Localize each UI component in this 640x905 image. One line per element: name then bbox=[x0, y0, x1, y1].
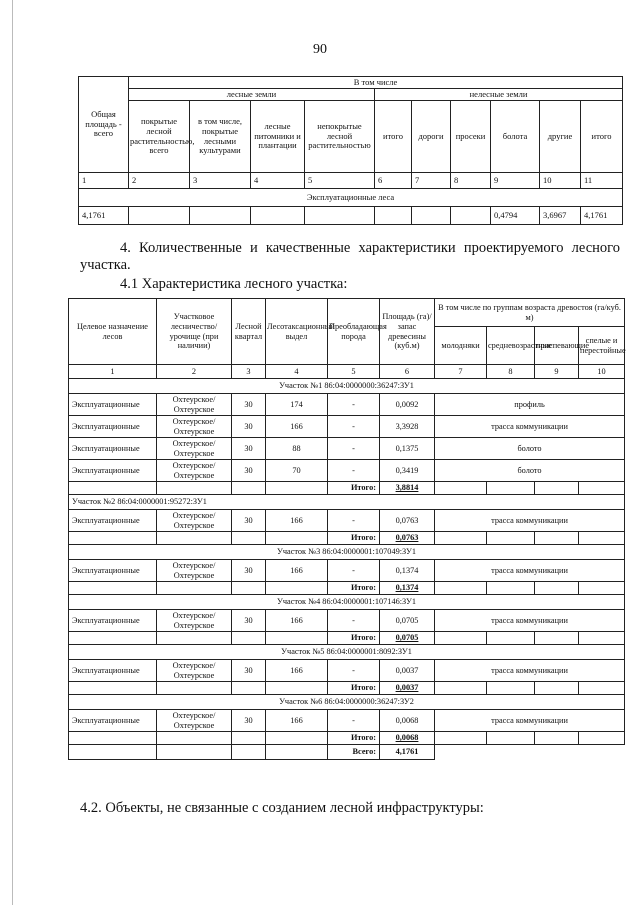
empty-cell bbox=[579, 632, 625, 645]
scan-edge bbox=[12, 0, 13, 905]
col-num: 11 bbox=[581, 173, 623, 189]
dominant-cell: - bbox=[328, 660, 380, 682]
hdr-ripening: приспевающие bbox=[535, 327, 579, 365]
plot-title-row bbox=[69, 379, 625, 394]
col-num: 3 bbox=[190, 173, 251, 189]
purpose-cell: Эксплуатационные bbox=[69, 610, 157, 632]
quarter-cell: 30 bbox=[232, 710, 266, 732]
district-cell: Охтеурское/ Охтеурское bbox=[157, 710, 232, 732]
empty-cell bbox=[487, 732, 535, 745]
col-num: 1 bbox=[79, 173, 129, 189]
purpose-cell: Эксплуатационные bbox=[69, 510, 157, 532]
note-cell: трасса коммуникации bbox=[435, 660, 625, 682]
empty-cell bbox=[435, 732, 487, 745]
total-label: Итого: bbox=[328, 482, 380, 495]
grand-total-row bbox=[69, 745, 625, 760]
plot-characteristics-table bbox=[68, 298, 625, 760]
hdr-nonforest-lands: нелесные земли bbox=[375, 89, 623, 101]
total-label: Итого: bbox=[328, 682, 380, 695]
plot-title-row bbox=[69, 495, 625, 510]
district-cell: Охтеурское/ Охтеурское bbox=[157, 660, 232, 682]
district-cell: Охтеурское/ Охтеурское bbox=[157, 610, 232, 632]
data-cell bbox=[129, 207, 190, 225]
empty-cell bbox=[69, 682, 157, 695]
hdr-col: лесные питомники и плантации bbox=[251, 101, 305, 173]
empty-cell bbox=[157, 745, 232, 760]
hdr-district: Участковое лесничество/ урочище (при наличии) bbox=[157, 299, 232, 365]
empty-cell bbox=[266, 532, 328, 545]
dominant-cell: - bbox=[328, 416, 380, 438]
area-cell: 0,0705 bbox=[380, 610, 435, 632]
empty-cell bbox=[535, 682, 579, 695]
hdr-young: молодняки bbox=[435, 327, 487, 365]
hdr-col: покрытые лесной растительностью, всего bbox=[129, 101, 190, 173]
empty-cell bbox=[487, 682, 535, 695]
dominant-cell: - bbox=[328, 560, 380, 582]
total-row bbox=[69, 732, 625, 745]
area-cell: 0,3419 bbox=[380, 460, 435, 482]
empty-cell bbox=[435, 632, 487, 645]
data-cell bbox=[375, 207, 412, 225]
section-heading-4-2: 4.2. Объекты, не связанные с созданием лесной инфраструктуры: bbox=[80, 800, 484, 816]
grand-total-label: Всего: bbox=[328, 745, 380, 760]
table-row bbox=[69, 394, 625, 416]
empty-cell bbox=[266, 682, 328, 695]
total-value: 0,0763 bbox=[380, 532, 435, 545]
purpose-cell: Эксплуатационные bbox=[69, 560, 157, 582]
quarter-cell: 30 bbox=[232, 560, 266, 582]
section-title: Эксплуатационные леса bbox=[79, 189, 623, 207]
hdr-col: итого bbox=[375, 101, 412, 173]
data-cell bbox=[305, 207, 375, 225]
district-cell: Охтеурское/ Охтеурское bbox=[157, 560, 232, 582]
table-row bbox=[69, 660, 625, 682]
hdr-age-groups: В том числе по группам возраста древостоя (га/куб. м) bbox=[435, 299, 625, 327]
quarter-cell: 30 bbox=[232, 416, 266, 438]
area-cell: 0,0068 bbox=[380, 710, 435, 732]
empty-cell bbox=[579, 732, 625, 745]
hdr-col: дороги bbox=[412, 101, 451, 173]
purpose-cell: Эксплуатационные bbox=[69, 394, 157, 416]
allotment-cell: 166 bbox=[266, 416, 328, 438]
empty-cell bbox=[232, 532, 266, 545]
empty-cell bbox=[69, 582, 157, 595]
empty-cell bbox=[266, 745, 328, 760]
empty-cell bbox=[435, 582, 487, 595]
table-row bbox=[69, 438, 625, 460]
total-value: 3,8814 bbox=[380, 482, 435, 495]
empty-cell bbox=[69, 532, 157, 545]
col-num: 5 bbox=[305, 173, 375, 189]
data-cell: 4,1761 bbox=[79, 207, 129, 225]
table-row bbox=[69, 510, 625, 532]
hdr-total-area: Общая площадь - всего bbox=[79, 77, 129, 173]
empty-cell bbox=[157, 482, 232, 495]
hdr-col: болота bbox=[491, 101, 540, 173]
empty-cell bbox=[535, 532, 579, 545]
area-cell: 0,0092 bbox=[380, 394, 435, 416]
empty-cell bbox=[535, 732, 579, 745]
col-num: 5 bbox=[328, 365, 380, 379]
empty-cell bbox=[579, 482, 625, 495]
dominant-cell: - bbox=[328, 460, 380, 482]
empty-cell bbox=[535, 632, 579, 645]
empty-cell bbox=[535, 482, 579, 495]
hdr-col: просеки bbox=[451, 101, 491, 173]
hdr-middle: средневозрастные bbox=[487, 327, 535, 365]
total-row bbox=[69, 482, 625, 495]
note-cell: трасса коммуникации bbox=[435, 416, 625, 438]
empty-cell bbox=[487, 632, 535, 645]
quarter-cell: 30 bbox=[232, 510, 266, 532]
plot-title-row bbox=[69, 595, 625, 610]
empty-cell bbox=[435, 532, 487, 545]
plot-title: Участок №5 86:04:0000001:8092:ЗУ1 bbox=[69, 645, 625, 660]
purpose-cell: Эксплуатационные bbox=[69, 416, 157, 438]
data-cell: 4,1761 bbox=[581, 207, 623, 225]
area-cell: 0,0763 bbox=[380, 510, 435, 532]
total-label: Итого: bbox=[328, 582, 380, 595]
page-number: 90 bbox=[313, 42, 327, 57]
col-num: 10 bbox=[540, 173, 581, 189]
section-heading-4: 4. Количественные и качественные характеристики проектируемого лесного участка. bbox=[80, 240, 620, 273]
empty-cell bbox=[579, 532, 625, 545]
purpose-cell: Эксплуатационные bbox=[69, 438, 157, 460]
empty-cell bbox=[232, 732, 266, 745]
total-value: 0,0705 bbox=[380, 632, 435, 645]
area-cell: 0,0037 bbox=[380, 660, 435, 682]
plot-title: Участок №3 86:04:0000001:107049:ЗУ1 bbox=[69, 545, 625, 560]
data-cell bbox=[412, 207, 451, 225]
col-num: 6 bbox=[375, 173, 412, 189]
empty-cell bbox=[266, 482, 328, 495]
allotment-cell: 70 bbox=[266, 460, 328, 482]
purpose-cell: Эксплуатационные bbox=[69, 660, 157, 682]
district-cell: Охтеурское/ Охтеурское bbox=[157, 416, 232, 438]
col-num: 1 bbox=[69, 365, 157, 379]
hdr-col: в том числе, покрытые лесными культурами bbox=[190, 101, 251, 173]
dominant-cell: - bbox=[328, 610, 380, 632]
note-cell: профиль bbox=[435, 394, 625, 416]
empty-cell bbox=[157, 532, 232, 545]
col-num: 2 bbox=[129, 173, 190, 189]
empty-cell bbox=[487, 582, 535, 595]
col-num: 3 bbox=[232, 365, 266, 379]
empty-cell bbox=[266, 732, 328, 745]
hdr-area: Площадь (га)/ запас древесины (куб.м) bbox=[380, 299, 435, 365]
hdr-quarter: Лесной квартал bbox=[232, 299, 266, 365]
district-cell: Охтеурское/ Охтеурское bbox=[157, 438, 232, 460]
col-num: 8 bbox=[451, 173, 491, 189]
table-row bbox=[69, 460, 625, 482]
allotment-cell: 166 bbox=[266, 510, 328, 532]
section-heading-4-1: 4.1 Характеристика лесного участка: bbox=[120, 276, 348, 292]
empty-cell bbox=[487, 532, 535, 545]
purpose-cell: Эксплуатационные bbox=[69, 710, 157, 732]
hdr-mature: спелые и перестойные bbox=[579, 327, 625, 365]
col-num: 4 bbox=[251, 173, 305, 189]
hdr-col: непокрытые лесной растительностью bbox=[305, 101, 375, 173]
note-cell: трасса коммуникации bbox=[435, 610, 625, 632]
district-cell: Охтеурское/ Охтеурское bbox=[157, 394, 232, 416]
total-label: Итого: bbox=[328, 532, 380, 545]
dominant-cell: - bbox=[328, 438, 380, 460]
hdr-col: другие bbox=[540, 101, 581, 173]
total-value: 0,0068 bbox=[380, 732, 435, 745]
col-num: 2 bbox=[157, 365, 232, 379]
col-num: 8 bbox=[487, 365, 535, 379]
empty-cell bbox=[157, 682, 232, 695]
plot-title: Участок №4 86:04:0000001:107146:ЗУ1 bbox=[69, 595, 625, 610]
empty-cell bbox=[435, 682, 487, 695]
col-num: 7 bbox=[435, 365, 487, 379]
empty-cell bbox=[232, 632, 266, 645]
area-cell: 0,1375 bbox=[380, 438, 435, 460]
total-row bbox=[69, 532, 625, 545]
empty-cell bbox=[69, 482, 157, 495]
table-row bbox=[69, 710, 625, 732]
empty-cell bbox=[157, 732, 232, 745]
dominant-cell: - bbox=[328, 510, 380, 532]
allotment-cell: 166 bbox=[266, 610, 328, 632]
data-cell bbox=[251, 207, 305, 225]
col-num: 10 bbox=[579, 365, 625, 379]
quarter-cell: 30 bbox=[232, 660, 266, 682]
plot-title-row bbox=[69, 645, 625, 660]
dominant-cell: - bbox=[328, 710, 380, 732]
total-value: 0,0037 bbox=[380, 682, 435, 695]
table-row bbox=[69, 416, 625, 438]
col-num: 7 bbox=[412, 173, 451, 189]
plot-title: Участок №1 86:04:0000000:36247:ЗУ1 bbox=[69, 379, 625, 394]
allotment-cell: 174 bbox=[266, 394, 328, 416]
data-cell bbox=[190, 207, 251, 225]
table-row bbox=[69, 560, 625, 582]
allotment-cell: 88 bbox=[266, 438, 328, 460]
hdr-dominant: Преобладающая порода bbox=[328, 299, 380, 365]
col-num: 6 bbox=[380, 365, 435, 379]
hdr-in-total: В том числе bbox=[129, 77, 623, 89]
empty-cell bbox=[535, 582, 579, 595]
note-cell: болото bbox=[435, 438, 625, 460]
data-cell bbox=[451, 207, 491, 225]
total-label: Итого: bbox=[328, 732, 380, 745]
col-num: 9 bbox=[535, 365, 579, 379]
note-cell: трасса коммуникации bbox=[435, 710, 625, 732]
hdr-purpose: Целевое назначение лесов bbox=[69, 299, 157, 365]
data-cell: 3,6967 bbox=[540, 207, 581, 225]
plot-title-row bbox=[69, 695, 625, 710]
total-value: 0,1374 bbox=[380, 582, 435, 595]
total-label: Итого: bbox=[328, 632, 380, 645]
plot-title: Участок №6 86:04:0000000:36247:ЗУ2 bbox=[69, 695, 625, 710]
empty-cell bbox=[579, 582, 625, 595]
hdr-allotment: Лесотаксационный выдел bbox=[266, 299, 328, 365]
quarter-cell: 30 bbox=[232, 438, 266, 460]
quarter-cell: 30 bbox=[232, 394, 266, 416]
district-cell: Охтеурское/ Охтеурское bbox=[157, 460, 232, 482]
empty-cell bbox=[232, 682, 266, 695]
empty-cell bbox=[69, 732, 157, 745]
note-cell: трасса коммуникации bbox=[435, 560, 625, 582]
empty-cell bbox=[69, 745, 157, 760]
hdr-forest-lands: лесные земли bbox=[129, 89, 375, 101]
allotment-cell: 166 bbox=[266, 710, 328, 732]
hdr-col: итого bbox=[581, 101, 623, 173]
allotment-cell: 166 bbox=[266, 660, 328, 682]
total-row bbox=[69, 632, 625, 645]
grand-total-value: 4,1761 bbox=[380, 745, 435, 760]
note-cell: болото bbox=[435, 460, 625, 482]
land-categories-table bbox=[78, 76, 623, 225]
empty-cell bbox=[266, 582, 328, 595]
empty-cell bbox=[157, 582, 232, 595]
table-row bbox=[69, 610, 625, 632]
data-cell: 0,4794 bbox=[491, 207, 540, 225]
note-cell: трасса коммуникации bbox=[435, 510, 625, 532]
total-row bbox=[69, 682, 625, 695]
empty-cell bbox=[487, 482, 535, 495]
area-cell: 0,1374 bbox=[380, 560, 435, 582]
plot-title: Участок №2 86:04:0000001:95272:ЗУ1 bbox=[69, 495, 625, 510]
dominant-cell: - bbox=[328, 394, 380, 416]
empty-cell bbox=[157, 632, 232, 645]
quarter-cell: 30 bbox=[232, 610, 266, 632]
empty-cell bbox=[266, 632, 328, 645]
col-num: 4 bbox=[266, 365, 328, 379]
empty-cell bbox=[69, 632, 157, 645]
quarter-cell: 30 bbox=[232, 460, 266, 482]
empty-cell bbox=[232, 745, 266, 760]
empty-cell bbox=[579, 682, 625, 695]
area-cell: 3,3928 bbox=[380, 416, 435, 438]
total-row bbox=[69, 582, 625, 595]
allotment-cell: 166 bbox=[266, 560, 328, 582]
col-num: 9 bbox=[491, 173, 540, 189]
district-cell: Охтеурское/ Охтеурское bbox=[157, 510, 232, 532]
purpose-cell: Эксплуатационные bbox=[69, 460, 157, 482]
empty-cell bbox=[232, 582, 266, 595]
empty-cell bbox=[435, 482, 487, 495]
plot-title-row bbox=[69, 545, 625, 560]
empty-cell bbox=[232, 482, 266, 495]
